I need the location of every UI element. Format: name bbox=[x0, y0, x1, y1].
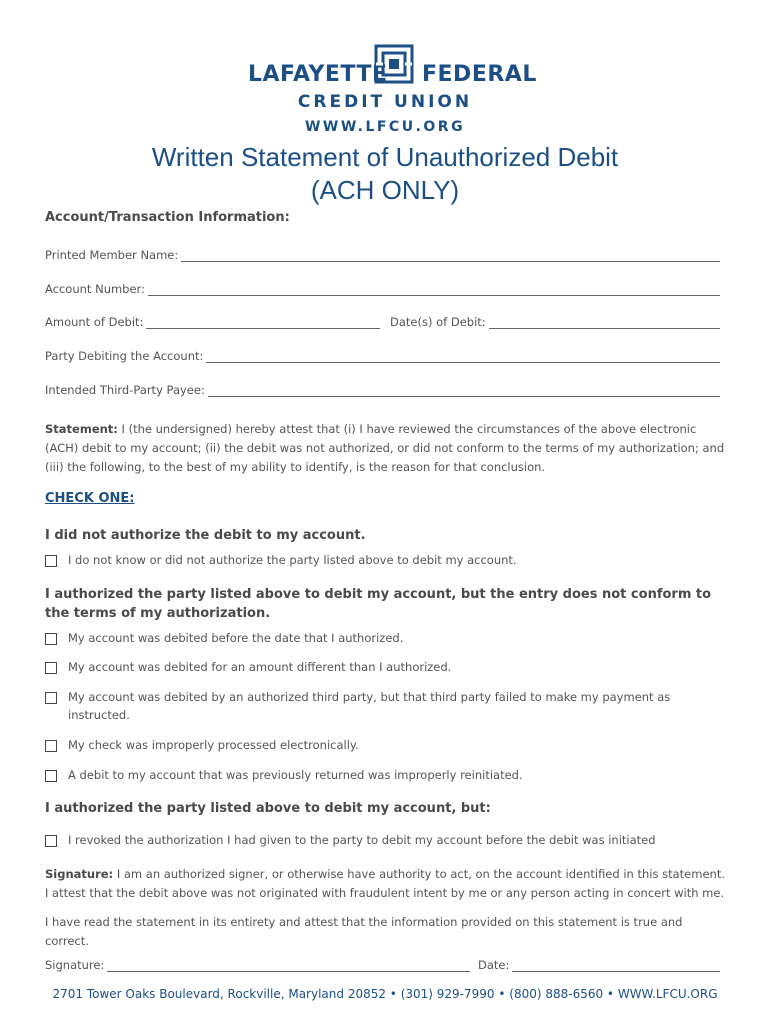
page-title: Written Statement of Unauthorized Debit bbox=[151, 142, 619, 172]
amount-line[interactable] bbox=[146, 317, 380, 329]
statement-paragraph bbox=[45, 420, 725, 477]
signature-label: Signature: bbox=[45, 958, 105, 972]
option-label: My account was debited for an amount different than I authorized. bbox=[68, 660, 452, 674]
payee-field[interactable] bbox=[45, 381, 720, 397]
member-name-label: Printed Member Name: bbox=[45, 248, 179, 262]
option-label: A debit to my account that was previously returned was improperly reinitiated. bbox=[68, 768, 523, 782]
payee-line[interactable] bbox=[208, 385, 720, 397]
option-label: My account was debited before the date that I authorized. bbox=[68, 631, 404, 645]
option-label: My account was debited by an authorized third party, but that third party failed to make my payment as instructed. bbox=[68, 690, 671, 722]
logo-word-right: FEDERAL bbox=[422, 62, 537, 87]
party-debiting-label: Party Debiting the Account: bbox=[45, 349, 204, 363]
member-name-field[interactable] bbox=[45, 246, 720, 262]
date-field[interactable] bbox=[478, 956, 720, 972]
account-section-heading: Account/Transaction Information: bbox=[45, 210, 290, 225]
checkbox[interactable] bbox=[45, 740, 57, 752]
checkbox[interactable] bbox=[45, 555, 57, 567]
lafayette-logo-icon bbox=[374, 44, 414, 84]
member-name-line[interactable] bbox=[181, 250, 720, 262]
attest-paragraph: I have read the statement in its entirety and attest that the information provided on this statement is true and correct. bbox=[45, 915, 683, 948]
signature-line[interactable] bbox=[107, 960, 470, 972]
logo bbox=[0, 44, 770, 88]
page-subtitle: (ACH ONLY) bbox=[310, 175, 460, 205]
statement-label: Statement: bbox=[45, 422, 118, 436]
signature-statement-label: Signature: bbox=[45, 867, 114, 881]
account-number-line[interactable] bbox=[148, 284, 720, 296]
payee-label: Intended Third-Party Payee: bbox=[45, 383, 205, 397]
group2-heading: I authorized the party listed above to debit my account, but the entry does not conform to the terms of my authorization. bbox=[45, 587, 712, 621]
signature-statement-text: I am an authorized signer, or otherwise have authority to act, on the account identified in this statement. I attest that the debit above was not originated with fraudulent intent by me or any person acting in concert with me. bbox=[45, 867, 725, 900]
date-line[interactable] bbox=[512, 960, 720, 972]
group1-heading: I did not authorize the debit to my account. bbox=[45, 528, 366, 543]
date-label: Date: bbox=[478, 958, 510, 972]
footer-contact: 2701 Tower Oaks Boulevard, Rockville, Maryland 20852 • (301) 929-7990 • (800) 888-6560 • WWW.LFCU.ORG bbox=[52, 987, 718, 1001]
dates-line[interactable] bbox=[489, 317, 720, 329]
checkbox[interactable] bbox=[45, 770, 57, 782]
amount-field[interactable] bbox=[45, 313, 380, 329]
logo-subtitle: CREDIT UNION bbox=[297, 92, 473, 112]
account-number-field[interactable] bbox=[45, 280, 720, 296]
checkbox[interactable] bbox=[45, 633, 57, 645]
party-debiting-line[interactable] bbox=[206, 351, 720, 363]
check-one-heading: CHECK ONE: bbox=[45, 491, 135, 506]
account-number-label: Account Number: bbox=[45, 282, 145, 296]
checkbox[interactable] bbox=[45, 662, 57, 674]
party-debiting-field[interactable] bbox=[45, 347, 720, 363]
checkbox[interactable] bbox=[45, 692, 57, 704]
statement-text: I (the undersigned) hereby attest that (i) I have reviewed the circumstances of the above electronic (ACH) debit to my account; (ii) the debit was not authorized, or did not conform to the terms of my authorization; and (iii) the following, to the best of my ability to identify, is the reason for that conclusion. bbox=[45, 422, 725, 474]
logo-word-left: LAFAYETTE bbox=[248, 62, 388, 87]
amount-label: Amount of Debit: bbox=[45, 315, 144, 329]
dates-field[interactable] bbox=[390, 313, 720, 329]
website-link[interactable]: WWW.LFCU.ORG bbox=[304, 119, 466, 135]
dates-label: Date(s) of Debit: bbox=[390, 315, 486, 329]
checkbox[interactable] bbox=[45, 835, 57, 847]
signature-statement-paragraph bbox=[45, 865, 725, 903]
option-label: I do not know or did not authorize the party listed above to debit my account. bbox=[68, 553, 517, 567]
signature-field[interactable] bbox=[45, 956, 470, 972]
option-label: My check was improperly processed electronically. bbox=[68, 738, 359, 752]
option-label: I revoked the authorization I had given to the party to debit my account before the debit was initiated bbox=[68, 833, 656, 847]
group3-heading: I authorized the party listed above to debit my account, but: bbox=[45, 801, 491, 816]
